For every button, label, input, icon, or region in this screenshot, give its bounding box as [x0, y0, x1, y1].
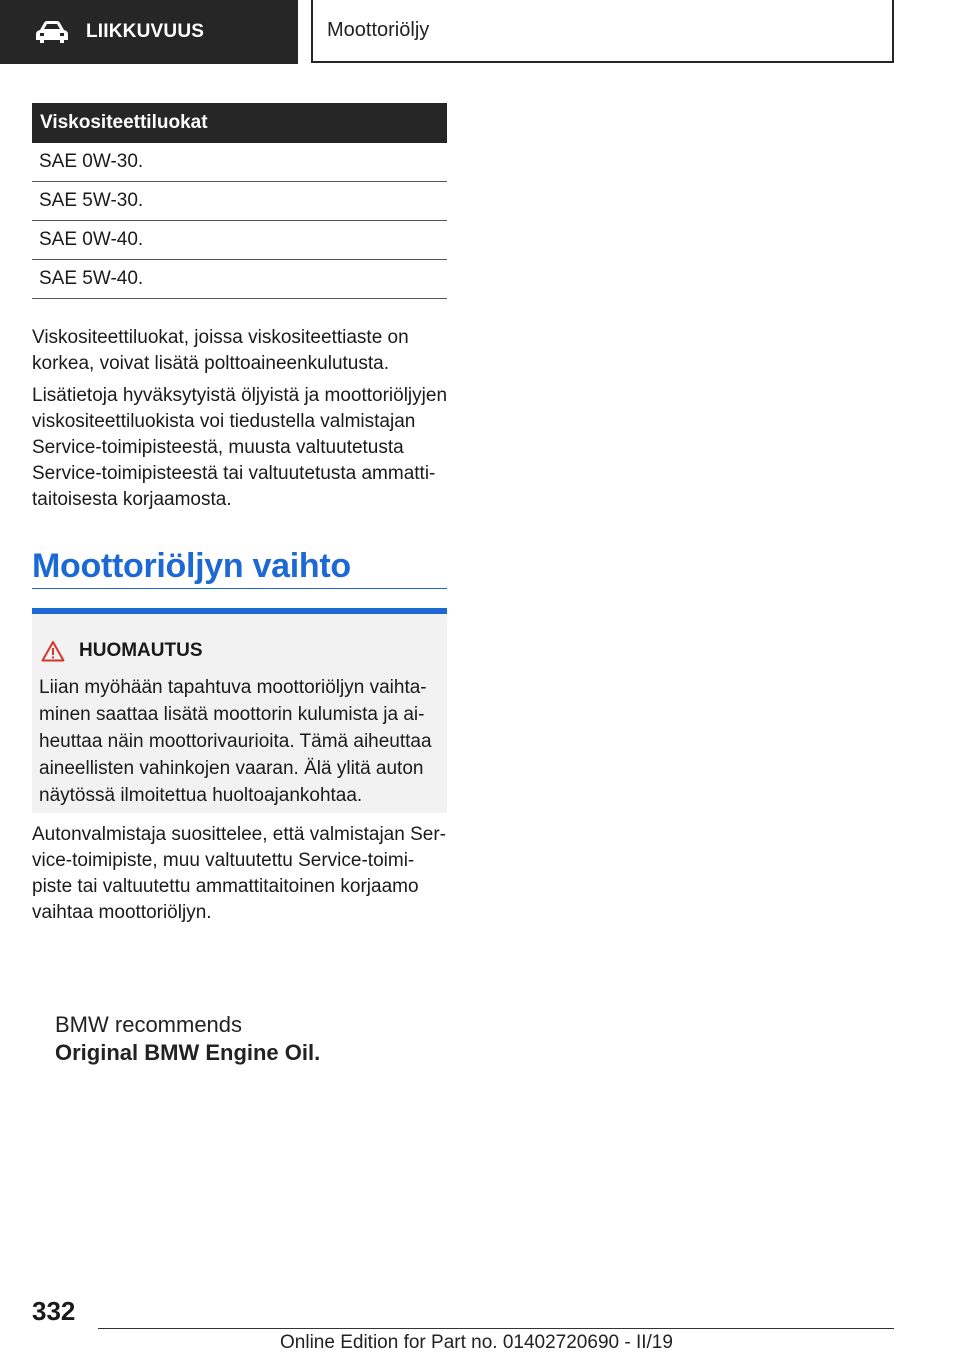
table-cell: SAE 5W-40. — [32, 260, 447, 299]
section-label: LIIKKUVUUS — [86, 21, 205, 42]
table-cell: SAE 0W-30. — [32, 143, 447, 182]
notice-text: Liian myöhään tapahtuva moottoriöljyn vaihta-minen saattaa lisätä moottorin kulumista ja ai-heuttaa näin moottorivaurioita. Tämä aiheuttaa aineellisten vahinkojen vaaran. Älä ylitä auton näytössä ilmoitettua huoltoajankohtaa. — [39, 677, 432, 806]
table-row — [32, 143, 447, 182]
warning-triangle-icon — [41, 640, 65, 662]
edition-info: Online Edition for Part no. 01402720690 - II/19 — [280, 1332, 673, 1353]
topic-header — [311, 0, 894, 63]
table-cell: SAE 5W-30. — [32, 182, 447, 221]
viscosity-table-header: Viskositeettiluokat — [32, 103, 447, 143]
table-row — [32, 221, 447, 260]
approved-oils-info: Lisätietoja hyväksytyistä öljyistä ja moottoriöljyjen viskositeettiluokista voi tiedustella valmistajan Service-toimipisteestä, muusta valtuutetusta Service-toimipisteestä tai valtuutetusta ammatti-taitoisesta korjaamosta. — [32, 385, 448, 510]
ad-line-2: Original BMW Engine Oil. — [55, 1040, 321, 1065]
notice-box — [32, 608, 447, 813]
notice-title: HUOMAUTUS — [79, 640, 203, 661]
table-row — [32, 182, 447, 221]
footer-divider — [98, 1328, 894, 1329]
notice-heading — [41, 640, 203, 662]
viscosity-table — [32, 103, 447, 299]
table-cell: SAE 0W-40. — [32, 221, 447, 260]
car-icon — [34, 20, 70, 44]
topic-label: Moottoriöljy — [327, 19, 430, 41]
viscosity-note: Viskositeettiluokat, joissa viskositeettiaste on korkea, voivat lisätä polttoaineenkulutusta. — [32, 327, 409, 374]
page-number: 332 — [32, 1296, 76, 1326]
oil-change-recommendation: Autonvalmistaja suosittelee, että valmistajan Ser-vice-toimipiste, muu valtuutettu Service-toimi-piste tai valtuutettu ammattitaitoinen korjaamo vaihtaa moottoriöljyn. — [32, 824, 446, 923]
ad-line-1: BMW recommends — [55, 1012, 243, 1037]
table-row — [32, 260, 447, 299]
section-title: Moottoriöljyn vaihto — [32, 545, 447, 589]
section-header — [0, 0, 298, 64]
